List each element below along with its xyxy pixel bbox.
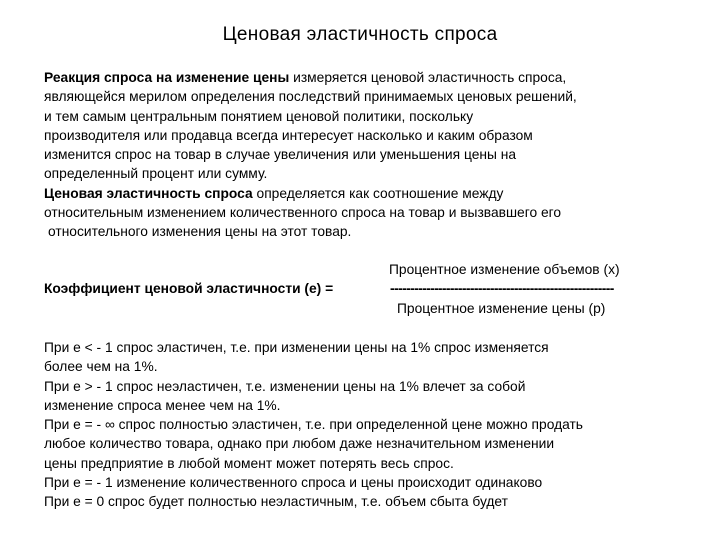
rule-line: При е = 0 спрос будет полностью неэластичным, т.е. объем сбыта будет	[44, 494, 508, 510]
intro-line: являющейся мерилом определения последствий принимаемых ценовых решений,	[44, 89, 577, 105]
intro-term-bold: Ценовая эластичность спроса	[44, 185, 253, 201]
intro-line	[44, 68, 704, 87]
formula-denominator: Процентное изменение цены (р)	[397, 300, 606, 316]
rule-line: При е = - 1 изменение количественного спроса и цены происходит одинаково	[44, 475, 543, 491]
formula-numerator: Процентное изменение объемов (х)	[389, 262, 620, 277]
intro-term-bold: Реакция спроса на изменение цены	[44, 70, 290, 85]
slide-title: Ценовая эластичность спроса	[222, 24, 498, 45]
formula-coefficient-label: Коэффициент ценовой эластичности (е) =	[44, 281, 334, 297]
elasticity-rules	[44, 338, 704, 512]
formula-row-main	[44, 279, 704, 298]
rule-line: цены предприятие в любой момент может потерять весь спрос.	[44, 455, 454, 471]
intro-line: определенный процент или сумму.	[44, 166, 268, 182]
intro-line-text: измеряется ценовой эластичность спроса,	[289, 70, 567, 85]
elasticity-formula	[44, 260, 704, 318]
intro-line: изменится спрос на товар в случае увеличения или уменьшения цены на	[44, 147, 517, 163]
rule-line: При е = - ∞ спрос полностью эластичен, т.е. при определенной цене можно продать	[44, 417, 583, 433]
intro-line	[44, 184, 704, 203]
rule-line: При е < - 1 спрос эластичен, т.е. при изменении цены на 1% спрос изменяется	[44, 340, 549, 355]
intro-line: относительным изменением количественного спроса на товар и вызвавшего его	[44, 205, 562, 221]
intro-line-text: определяется как соотношение между	[252, 185, 504, 201]
rule-line: При е > - 1 спрос неэластичен, т.е. изменении цены на 1% влечет за собой	[44, 378, 526, 394]
intro-line: производителя или продавца всегда интересует насколько и каким образом	[44, 127, 533, 143]
intro-text	[44, 68, 704, 242]
formula-row-numerator	[44, 260, 704, 279]
formula-fraction-line: --------------------------------------------------------	[390, 281, 614, 297]
rule-line: любое количество товара, однако при любом даже незначительном изменении	[44, 436, 555, 452]
intro-line: и тем самым центральным понятием ценовой политики, поскольку	[44, 108, 474, 124]
rule-line: более чем на 1%.	[44, 359, 158, 375]
intro-line: относительного изменения цены на этот товар.	[48, 224, 352, 240]
rule-line: изменение спроса менее чем на 1%.	[44, 397, 281, 413]
formula-row-denominator	[44, 299, 704, 318]
